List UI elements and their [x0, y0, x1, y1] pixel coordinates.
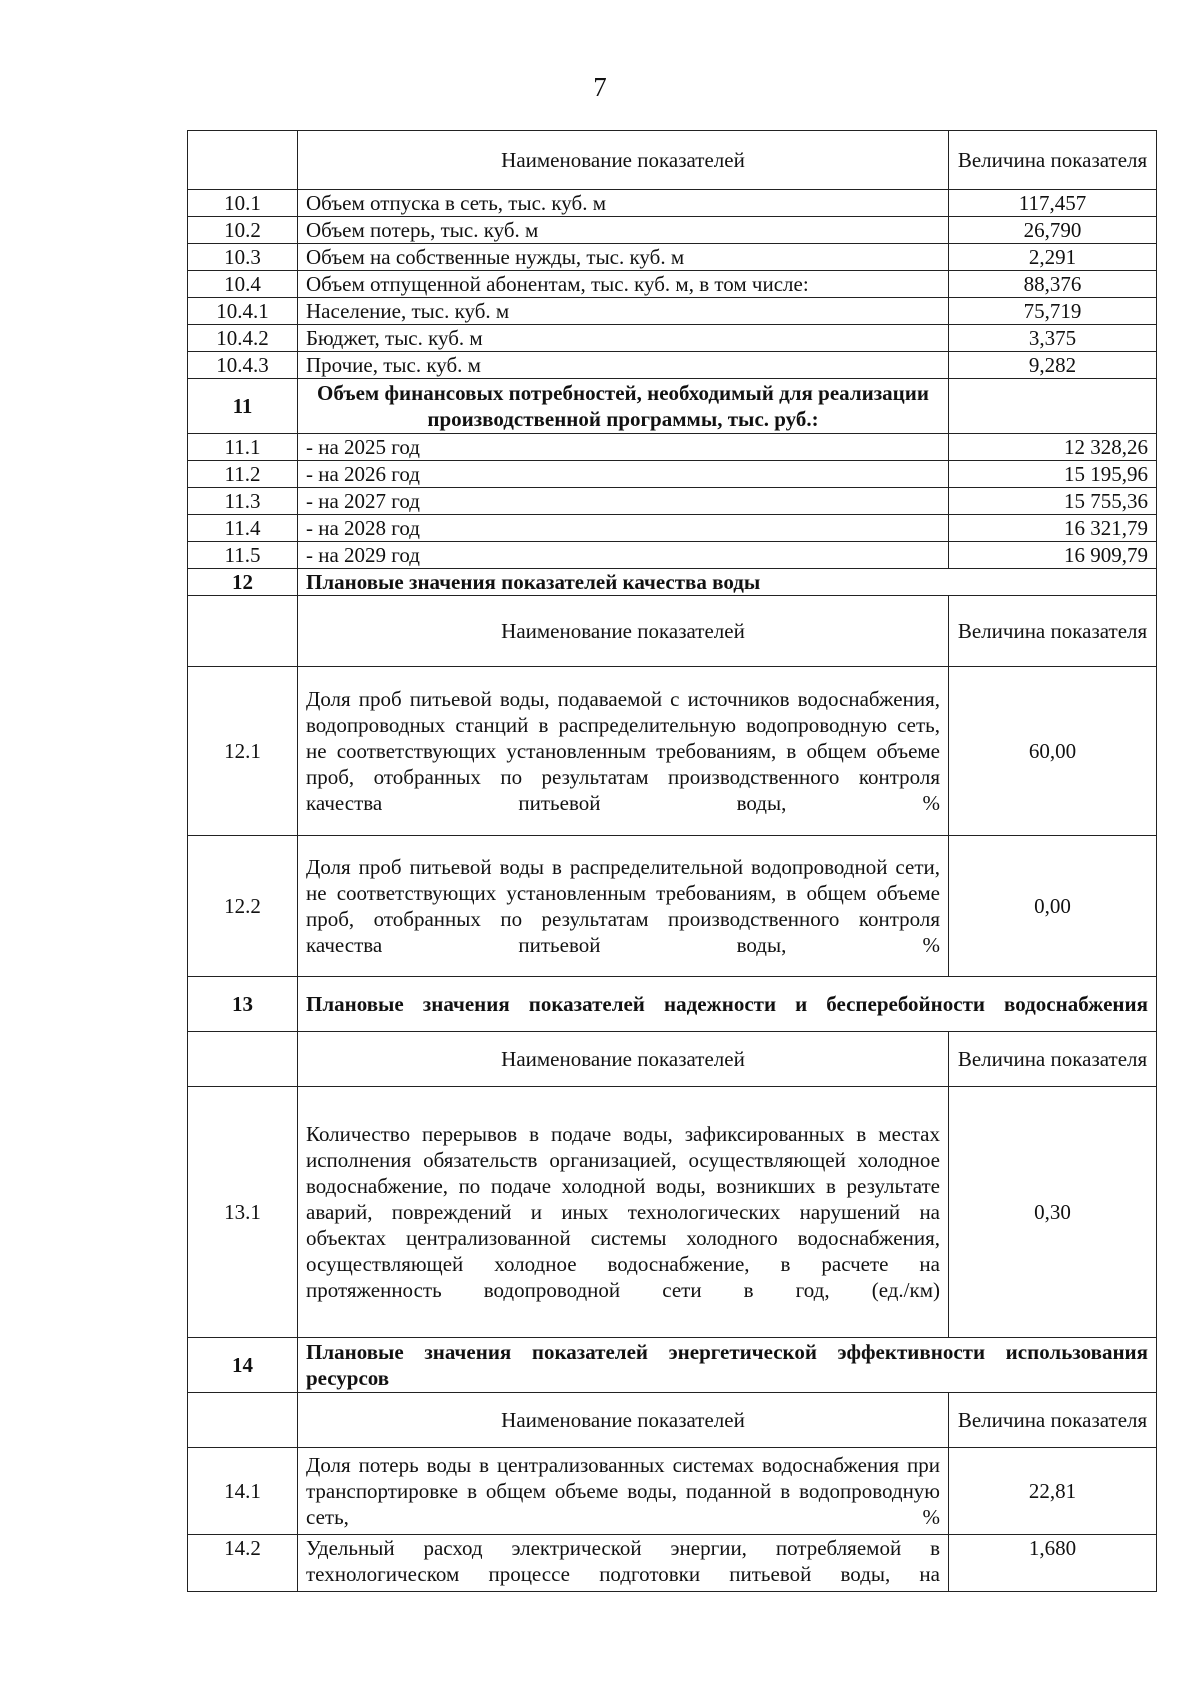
header-name-cell: Наименование показателей — [298, 596, 949, 667]
table-row — [188, 217, 1157, 244]
row-label: Прочие, тыс. куб. м — [298, 352, 949, 379]
row-label: Доля потерь воды в централизованных системах водоснабжения при транспортировке в общем объеме воды, поданной в водопроводную сеть, % — [298, 1448, 949, 1535]
row-label: Население, тыс. куб. м — [298, 298, 949, 325]
row-number: 10.4.3 — [188, 352, 298, 379]
table-row — [188, 1087, 1157, 1338]
section-number: 13 — [188, 977, 298, 1032]
row-value: 3,375 — [949, 325, 1157, 352]
row-label: - на 2028 год — [298, 515, 949, 542]
header-value-cell: Величина показателя — [949, 1393, 1157, 1448]
table-row — [188, 488, 1157, 515]
row-number: 12.2 — [188, 836, 298, 977]
row-label: Бюджет, тыс. куб. м — [298, 325, 949, 352]
row-label: Доля проб питьевой воды в распределительной водопроводной сети, не соответствующих установленным требованиям, в общем объеме проб, отобранных по результатам производственного контроля качества питьевой воды, % — [298, 836, 949, 977]
section-row-12 — [188, 569, 1157, 596]
row-number: 10.1 — [188, 190, 298, 217]
row-number: 10.3 — [188, 244, 298, 271]
row-number: 10.4.2 — [188, 325, 298, 352]
row-value: 117,457 — [949, 190, 1157, 217]
row-number: 10.4.1 — [188, 298, 298, 325]
header-value-cell: Величина показателя — [949, 596, 1157, 667]
row-label: Объем отпуска в сеть, тыс. куб. м — [298, 190, 949, 217]
table-row — [188, 244, 1157, 271]
row-label: Количество перерывов в подаче воды, зафиксированных в местах исполнения обязательств организацией, осуществляющей холодное водоснабжение, по подаче холодной воды, возникших в результате аварий, повреждений и иных технологических нарушений на объектах централизованной системы холодного водоснабжения, осуществляющей холодное водоснабжение, в расчете на протяженность водопроводной сети в год, (ед./км) — [298, 1087, 949, 1338]
row-label: - на 2026 год — [298, 461, 949, 488]
row-label: Объем отпущенной абонентам, тыс. куб. м, в том числе: — [298, 271, 949, 298]
row-label: - на 2027 год — [298, 488, 949, 515]
table-row — [188, 836, 1157, 977]
row-number: 11.4 — [188, 515, 298, 542]
section-value-cell — [949, 379, 1157, 434]
table-row — [188, 298, 1157, 325]
table-header-row — [188, 131, 1157, 190]
section-title: Объем финансовых потребностей, необходимый для реализации производственной программы, тыс. руб.: — [298, 379, 949, 434]
page-number: 7 — [593, 72, 607, 102]
row-number: 11.1 — [188, 434, 298, 461]
header-num-cell — [188, 1032, 298, 1087]
table-header-row — [188, 596, 1157, 667]
table-row — [188, 325, 1157, 352]
row-number: 10.4 — [188, 271, 298, 298]
row-value: 12 328,26 — [949, 434, 1157, 461]
row-value: 88,376 — [949, 271, 1157, 298]
row-value: 0,00 — [949, 836, 1157, 977]
row-value: 22,81 — [949, 1448, 1157, 1535]
table-row — [188, 542, 1157, 569]
row-label: Объем потерь, тыс. куб. м — [298, 217, 949, 244]
row-value: 0,30 — [949, 1087, 1157, 1338]
row-value: 2,291 — [949, 244, 1157, 271]
table-row — [188, 667, 1157, 836]
table-header-row — [188, 1032, 1157, 1087]
table-row — [188, 190, 1157, 217]
row-value: 26,790 — [949, 217, 1157, 244]
table-row — [188, 1448, 1157, 1535]
section-title: Плановые значения показателей качества воды — [298, 569, 1157, 596]
section-row-14 — [188, 1338, 1157, 1393]
row-number: 11.2 — [188, 461, 298, 488]
row-number: 14.1 — [188, 1448, 298, 1535]
section-title: Плановые значения показателей надежности и бесперебойности водоснабжения — [298, 977, 1157, 1032]
header-num-cell — [188, 131, 298, 190]
row-number: 11.3 — [188, 488, 298, 515]
row-value: 16 909,79 — [949, 542, 1157, 569]
table-row — [188, 515, 1157, 542]
table-row — [188, 434, 1157, 461]
row-label: - на 2029 год — [298, 542, 949, 569]
section-number: 14 — [188, 1338, 298, 1393]
header-name-cell: Наименование показателей — [298, 1393, 949, 1448]
header-num-cell — [188, 1393, 298, 1448]
section-row-13 — [188, 977, 1157, 1032]
header-value-cell: Величина показателя — [949, 131, 1157, 190]
row-value: 9,282 — [949, 352, 1157, 379]
row-number: 13.1 — [188, 1087, 298, 1338]
section-title: Плановые значения показателей энергетической эффективности использования ресурсов — [298, 1338, 1157, 1393]
header-name-cell: Наименование показателей — [298, 1032, 949, 1087]
header-num-cell — [188, 596, 298, 667]
table-header-row — [188, 1393, 1157, 1448]
row-label: Объем на собственные нужды, тыс. куб. м — [298, 244, 949, 271]
row-value: 1,680 — [949, 1535, 1157, 1592]
table-row — [188, 352, 1157, 379]
row-value: 60,00 — [949, 667, 1157, 836]
row-value: 15 195,96 — [949, 461, 1157, 488]
row-value: 15 755,36 — [949, 488, 1157, 515]
row-value: 75,719 — [949, 298, 1157, 325]
row-number: 12.1 — [188, 667, 298, 836]
section-number: 11 — [188, 379, 298, 434]
row-label: Доля проб питьевой воды, подаваемой с источников водоснабжения, водопроводных станций в распределительную водопроводную сеть, не соответствующих установленным требованиям, в общем объеме проб, отобранных по результатам производственного контроля качества питьевой воды, % — [298, 667, 949, 836]
table-row — [188, 271, 1157, 298]
indicators-table — [187, 130, 1157, 1592]
row-value: 16 321,79 — [949, 515, 1157, 542]
section-row-11 — [188, 379, 1157, 434]
header-name-cell: Наименование показателей — [298, 131, 949, 190]
table-row — [188, 461, 1157, 488]
row-label: - на 2025 год — [298, 434, 949, 461]
row-number: 14.2 — [188, 1535, 298, 1592]
header-value-cell: Величина показателя — [949, 1032, 1157, 1087]
row-number: 11.5 — [188, 542, 298, 569]
row-number: 10.2 — [188, 217, 298, 244]
section-number: 12 — [188, 569, 298, 596]
table-row — [188, 1535, 1157, 1592]
row-label: Удельный расход электрической энергии, потребляемой в технологическом процессе подготовки питьевой воды, на — [298, 1535, 949, 1592]
